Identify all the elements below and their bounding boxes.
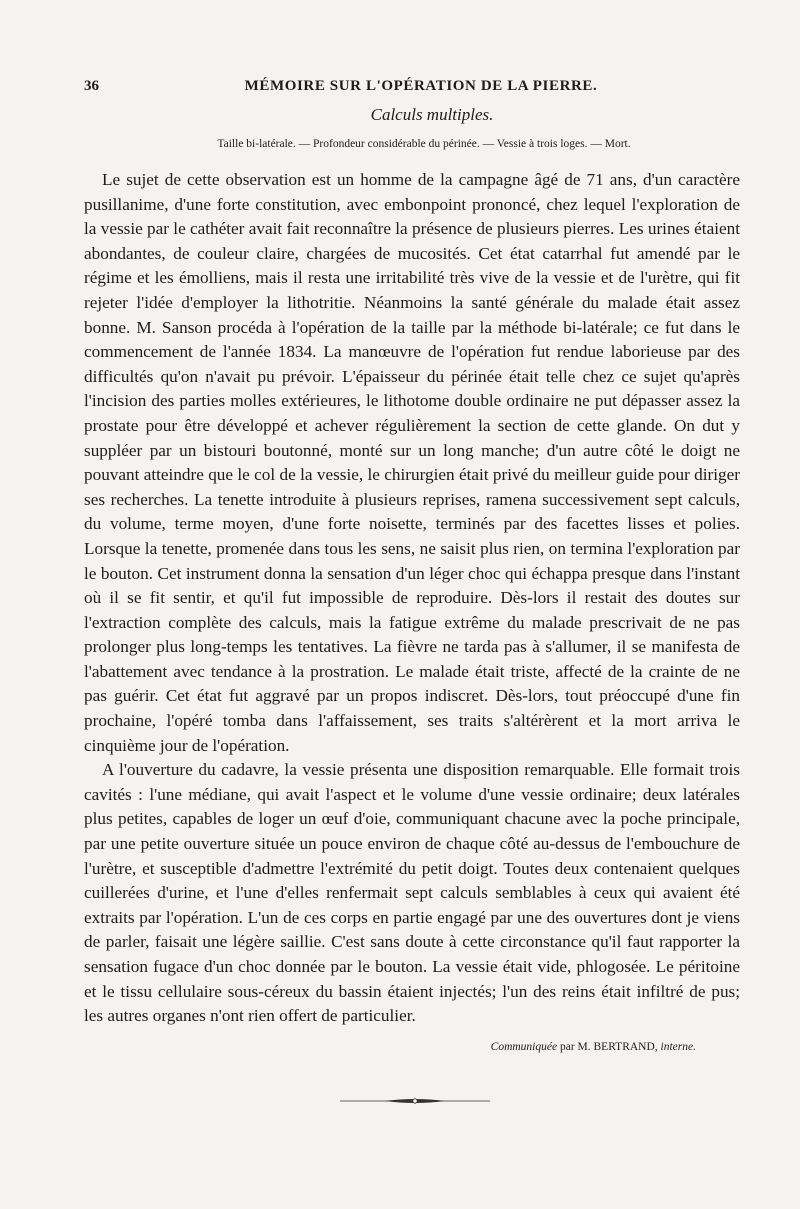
credit-role: interne. [660,1040,696,1053]
tailpiece-ornament-icon [340,1096,490,1106]
body-text [84,168,740,1029]
running-head [84,74,740,100]
running-title: MÉMOIRE SUR L'OPÉRATION DE LA PIERRE. [244,78,598,94]
case-subtitle: Taille bi-latérale. — Profondeur considérable du périnée. — Vessie à trois loges. — Mort. [217,138,631,150]
case-title: Calculs multiples. [370,105,494,124]
paragraph-observation: Le sujet de cette observation est un homme de la campagne âgé de 71 ans, d'un caractère pusillanime, d'une forte constitution, avec embonpoint prononcé, chez lequel l'exploration de la vessie par le cathéter avait fait reconnaître la présence de plusieurs pierres. Les urines étaient abondantes, de couleur claire, chargées de mucosités. Cet état catarrhal fut amendé par le régime et les émolliens, mais il resta une irritabilité très vive de la vessie et de l'urètre, qui fit rejeter l'idée d'employer la lithotritie. Néanmoins la santé générale du malade était assez bonne. M. Sanson procéda à l'opération de la taille par la méthode bi-latérale; ce fut dans le commencement de l'année 1834. La manœuvre de l'opération fut rendue laborieuse par des difficultés qu'on n'avait pu prévoir. L'épaisseur du périnée était telle chez ce sujet qu'après l'incision des parties molles extérieures, le lithotome double ordinaire ne put dépasser assez la prostate pour être développé et achever régulièrement la section de cette glande. On dut y suppléer par un bistouri boutonné, monté sur un long manche; d'un autre côté le doigt ne pouvant atteindre que le col de la vessie, le chirurgien était privé du meilleur guide pour diriger ses recherches. La tenette introduite à plusieurs reprises, ramena successivement sept calculs, du volume, terme moyen, d'une forte noisette, terminés par des facettes lisses et polies. Lorsque la tenette, promenée dans tous les sens, ne saisit plus rien, on termina l'exploration par le bouton. Cet instrument donna la sensation d'un léger choc qui échappa presque dans l'instant où il se fit sentir, et qu'il fut impossible de reproduire. Dès-lors il restait des doutes sur l'extraction complète des calculs, mais la fatigue extrême du malade prescrivait de ne pas prolonger plus long-temps les tentatives. La fièvre ne tarda pas à s'allumer, il se manifesta de l'abattement avec tendance à la prostration. Le malade était triste, affecté de la crainte de ne pas guérir. Cet état fut aggravé par un propos indiscret. Dès-lors, tout préoccupé d'une fin prochaine, l'opéré tomba dans l'affaissement, ses traits s'altérèrent et la mort arriva le cinquième jour de l'opération. [84,170,740,755]
paragraph-autopsy: A l'ouverture du cadavre, la vessie présenta une disposition remarquable. Elle formait trois cavités : l'une médiane, qui avait l'aspect et le volume d'une vessie ordinaire; deux latérales plus petites, capables de loger un œuf d'oie, communiquant chacune avec la poche principale, par une petite ouverture située un pouce environ de chaque côté au-dessus de l'embouchure de l'urètre, et susceptible d'admettre l'extrémité du petit doigt. Toutes deux contenaient quelques cuillerées d'urine, et l'une d'elles renfermait sept calculs semblables à ceux qui avaient été extraits par l'opération. L'un de ces corps en partie engagé par une des ouvertures dont je viens de parler, faisait une légère saillie. C'est sans doute à cette circonstance qu'il faut rapporter la sensation fugace d'un choc donnée par le bouton. La vessie était vide, phlogosée. Le péritoine et le tissu cellulaire sous-céreux du bassin étaient injectés; l'un des reins était infiltré de pus; les autres organes n'ont rien offert de particulier. [84,760,740,1026]
page-number: 36 [84,78,99,94]
credit-line [84,1041,740,1053]
page-content [84,74,740,1053]
credit-author: par M. BERTRAND, [557,1040,661,1053]
credit-prefix: Communiquée [490,1040,558,1053]
